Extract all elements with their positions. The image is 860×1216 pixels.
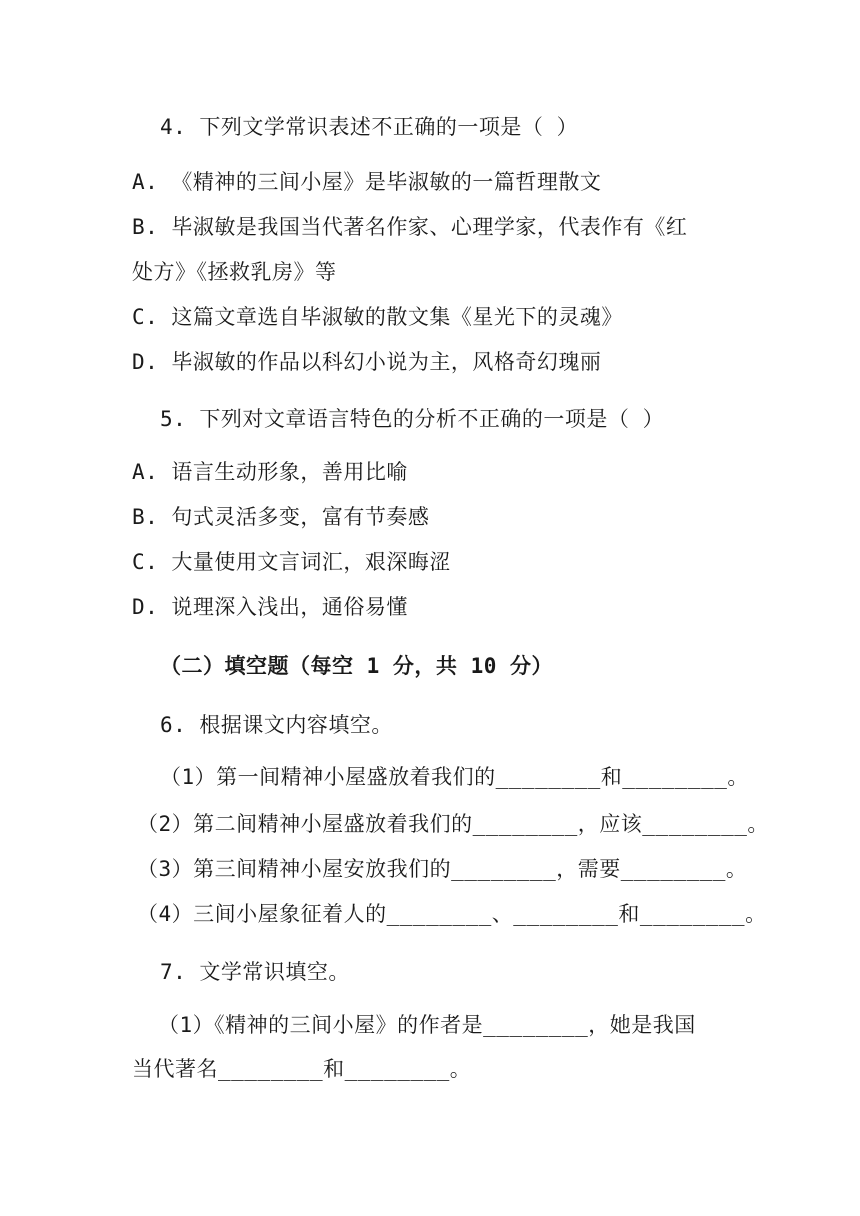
- question-5-option-c: C. 大量使用文言词汇，艰深晦涩: [132, 550, 451, 574]
- question-5-option-b: B. 句式灵活多变，富有节奏感: [132, 505, 430, 529]
- question-5-option-d: D. 说理深入浅出，通俗易懂: [132, 595, 408, 619]
- question-4-option-d: D. 毕淑敏的作品以科幻小说为主，风格奇幻瑰丽: [132, 350, 602, 374]
- question-6-item-4: （4）三间小屋象征着人的________、________和________。: [137, 902, 767, 926]
- question-6-item-3: （3）第三间精神小屋安放我们的________，需要________。: [137, 857, 748, 881]
- question-6-item-2: （2）第二间精神小屋盛放着我们的________，应该________。: [137, 812, 769, 836]
- question-5-option-a: A. 语言生动形象，善用比喻: [132, 460, 408, 484]
- question-4-option-c: C. 这篇文章选自毕淑敏的散文集《星光下的灵魂》: [132, 305, 623, 329]
- question-7-item-1-line2: 当代著名________和________。: [132, 1057, 472, 1081]
- question-4-option-a: A. 《精神的三间小屋》是毕淑敏的一篇哲理散文: [132, 170, 602, 194]
- question-6-item-1: （1）第一间精神小屋盛放着我们的________和________。: [160, 765, 749, 789]
- question-4-option-b-line2: 处方》《拯救乳房》等: [132, 260, 337, 284]
- question-4-stem: 4. 下列文学常识表述不正确的一项是（ ）: [160, 115, 579, 139]
- question-4-option-b-line1: B. 毕淑敏是我国当代著名作家、心理学家，代表作有《红: [132, 215, 688, 239]
- question-5-stem: 5. 下列对文章语言特色的分析不正确的一项是（ ）: [160, 407, 665, 431]
- question-7-item-1-line1: （1）《精神的三间小屋》的作者是________，她是我国: [158, 1013, 696, 1037]
- question-6-stem: 6. 根据课文内容填空。: [160, 713, 393, 737]
- question-7-stem: 7. 文学常识填空。: [160, 960, 350, 984]
- section-heading-fill-in: （二）填空题（每空 1 分，共 10 分）: [160, 654, 554, 678]
